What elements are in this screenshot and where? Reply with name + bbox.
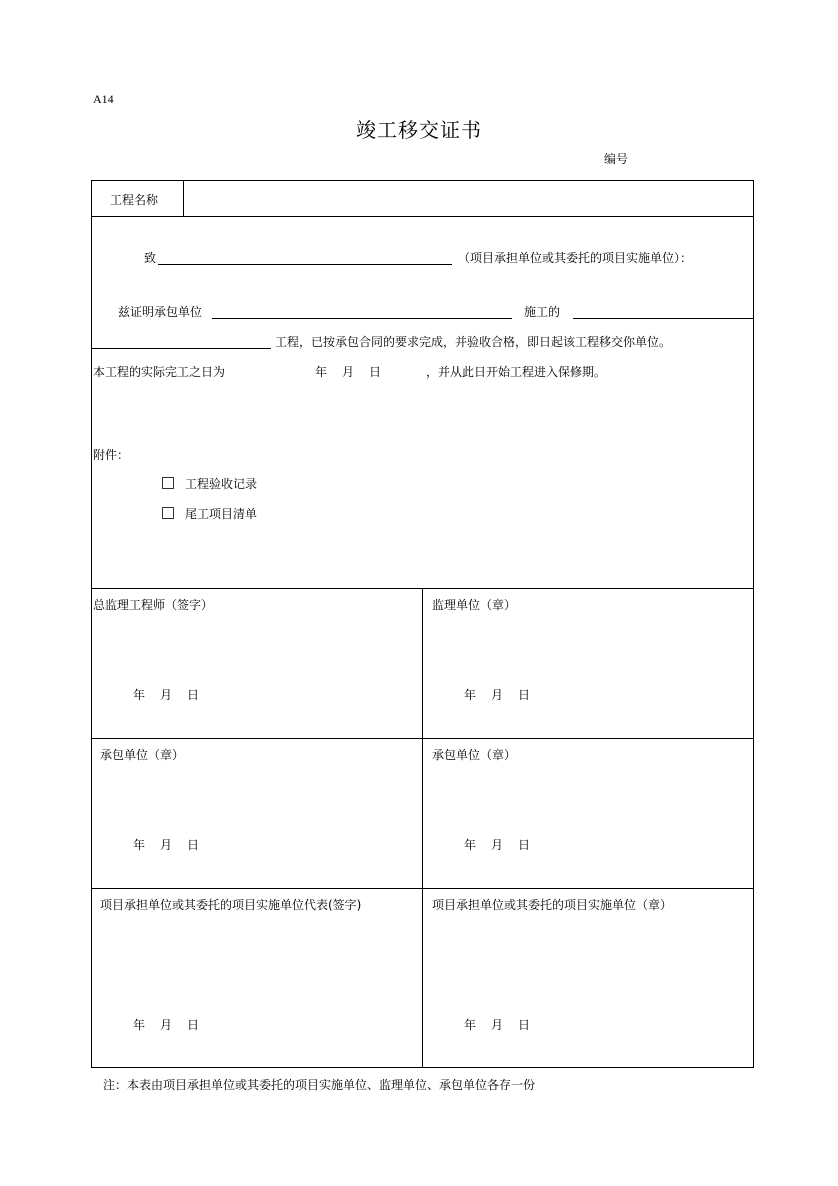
project-name-row-border	[91, 216, 754, 217]
contractor-unit-field[interactable]	[212, 318, 512, 319]
completion-year: 年	[315, 365, 328, 379]
date-year: 年	[464, 1018, 477, 1032]
form-code: A14	[93, 92, 114, 106]
project-name-label: 工程名称	[110, 193, 159, 207]
date-month: 月	[491, 838, 504, 852]
supervision-unit-label: 监理单位（章）	[432, 598, 517, 612]
date-month: 月	[160, 1018, 173, 1032]
completion-prefix: 本工程的实际完工之日为	[93, 365, 226, 379]
chief-supervisor-label: 总监理工程师（签字）	[93, 598, 214, 612]
signature-column-divider	[422, 588, 423, 1068]
project-rep-label: 项目承担单位或其委托的项目实施单位代表(签字)	[100, 898, 362, 912]
contractor-unit-right-label: 承包单位（章）	[432, 748, 517, 762]
to-label: 致	[144, 251, 157, 265]
date-month: 月	[491, 688, 504, 702]
attachments-label: 附件：	[93, 448, 130, 462]
table-right-border	[753, 180, 754, 1068]
project-unit-label: 项目承担单位或其委托的项目实施单位（章）	[432, 898, 673, 912]
date-month: 月	[491, 1018, 504, 1032]
date-day: 日	[187, 838, 200, 852]
attachment-checkbox-acceptance[interactable]	[162, 477, 174, 489]
date-day: 日	[187, 688, 200, 702]
date-day: 日	[518, 838, 531, 852]
contractor-unit-left-label: 承包单位（章）	[100, 748, 185, 762]
date-year: 年	[133, 688, 146, 702]
date-year: 年	[464, 688, 477, 702]
construction-field[interactable]	[573, 318, 753, 319]
to-suffix: （项目承担单位或其委托的项目实施单位）：	[458, 251, 693, 265]
serial-number-label: 编号	[604, 152, 629, 166]
project-field[interactable]	[92, 348, 271, 349]
construction-label: 施工的	[524, 305, 561, 319]
certify-text: 工程，已按承包合同的要求完成，并验收合格，即日起该工程移交你单位。	[275, 335, 672, 349]
attachment-checkbox-remaining[interactable]	[162, 507, 174, 519]
date-day: 日	[518, 688, 531, 702]
date-day: 日	[518, 1018, 531, 1032]
date-month: 月	[160, 688, 173, 702]
date-year: 年	[133, 838, 146, 852]
attachment-label-acceptance: 工程验收记录	[185, 477, 258, 491]
attachment-label-remaining: 尾工项目清单	[185, 507, 258, 521]
date-year: 年	[133, 1018, 146, 1032]
date-day: 日	[187, 1018, 200, 1032]
date-year: 年	[464, 838, 477, 852]
certify-label: 兹证明承包单位	[118, 305, 203, 319]
recipient-field[interactable]	[158, 264, 452, 265]
project-name-divider	[183, 180, 184, 216]
footnote: 注：本表由项目承担单位或其委托的项目实施单位、监理单位、承包单位各存一份	[103, 1078, 536, 1092]
completion-suffix: ，并从此日开始工程进入保修期。	[426, 365, 607, 379]
table-top-border	[91, 180, 754, 181]
page-title: 竣工移交证书	[356, 118, 482, 142]
completion-month: 月	[342, 365, 355, 379]
completion-day: 日	[369, 365, 382, 379]
table-left-border	[91, 180, 92, 1068]
project-name-field[interactable]	[186, 183, 751, 214]
date-month: 月	[160, 838, 173, 852]
